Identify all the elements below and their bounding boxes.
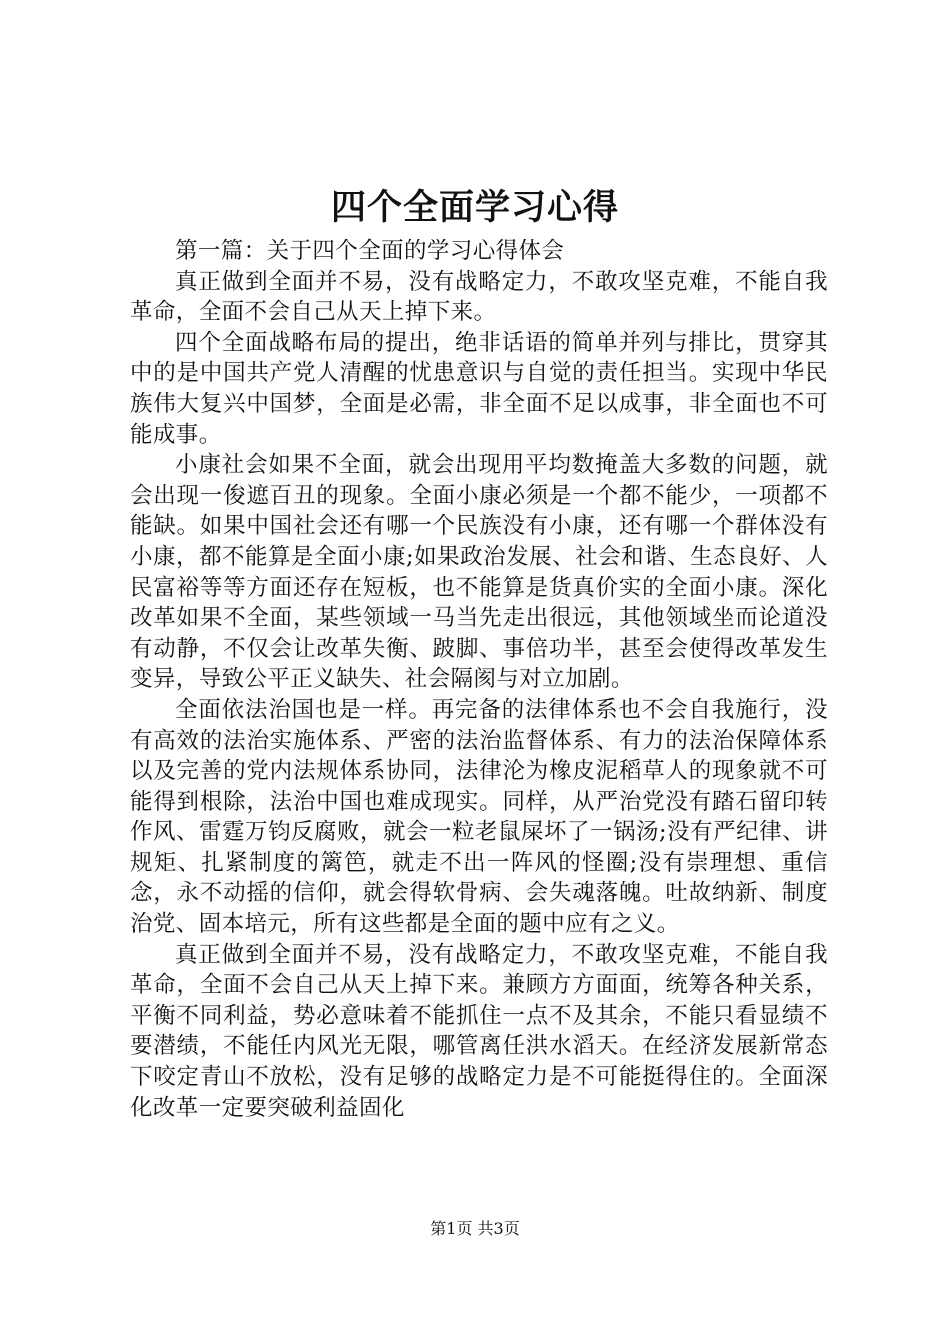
- document-title: 四个全面学习心得: [330, 187, 619, 228]
- paragraph: 真正做到全面并不易，没有战略定力，不敢攻坚克难，不能自我革命，全面不会自己从天上掉下来。: [130, 268, 828, 326]
- page-footer: 第1页 共3页: [430, 1219, 520, 1238]
- section-heading: 第一篇：关于四个全面的学习心得体会: [175, 238, 565, 264]
- paragraph: 全面依法治国也是一样。再完备的法律体系也不会自我施行，没有高效的法治实施体系、严密的法治监督体系、有力的法治保障体系以及完善的党内法规体系协同，法律沦为橡皮泥稻草人的现象就不可能得到根除，法治中国也难成现实。同样，从严治党没有踏石留印转作风、雷霆万钧反腐败，就会一粒老鼠屎坏了一锅汤;没有严纪律、讲规矩、扎紧制度的篱笆，就走不出一阵风的怪圈;没有崇理想、重信念，永不动摇的信仰，就会得软骨病、会失魂落魄。吐故纳新、制度治党、固本培元，所有这些都是全面的题中应有之义。: [130, 696, 828, 938]
- paragraph: 小康社会如果不全面，就会出现用平均数掩盖大多数的问题，就会出现一俊遮百丑的现象。全面小康必须是一个都不能少，一项都不能缺。如果中国社会还有哪一个民族没有小康，还有哪一个群体没有小康，都不能算是全面小康;如果政治发展、社会和谐、生态良好、人民富裕等等方面还存在短板，也不能算是货真价实的全面小康。深化改革如果不全面，某些领域一马当先走出很远，其他领域坐而论道没有动静，不仅会让改革失衡、跛脚、事倍功半，甚至会使得改革发生变异，导致公平正义缺失、社会隔阂与对立加剧。: [130, 452, 828, 693]
- document-body: [130, 236, 828, 1123]
- paragraph: 真正做到全面并不易，没有战略定力，不敢攻坚克难，不能自我革命，全面不会自己从天上掉下来。兼顾方方面面，统筹各种关系，平衡不同利益，势必意味着不能抓住一点不及其余，不能只看显绩不要潜绩，不能任内风光无限，哪管离任洪水滔天。在经济发展新常态下咬定青山不放松，没有足够的战略定力是不可能挺得住的。全面深化改革一定要突破利益固化: [130, 941, 828, 1121]
- paragraph: 四个全面战略布局的提出，绝非话语的简单并列与排比，贯穿其中的是中国共产党人清醒的忧患意识与自觉的责任担当。实现中华民族伟大复兴中国梦，全面是必需，非全面不足以成事，非全面也不可能成事。: [130, 329, 828, 448]
